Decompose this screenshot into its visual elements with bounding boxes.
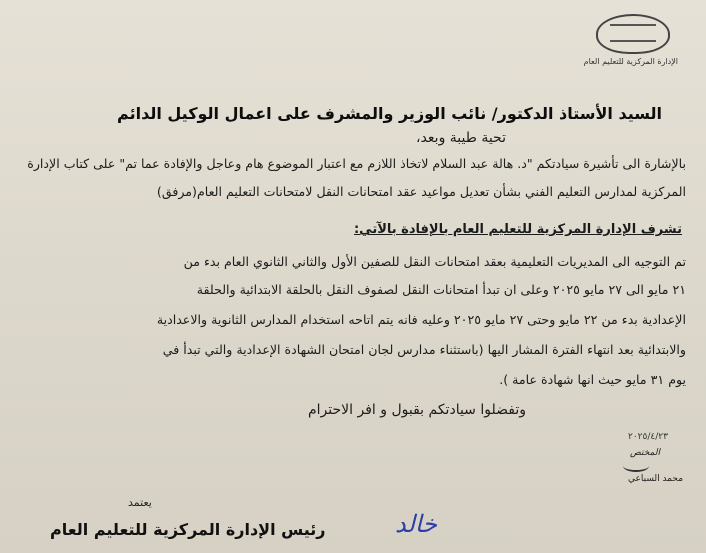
greeting: تحية طيبة وبعد، xyxy=(416,130,506,146)
logo-caption: الإدارة المركزية للتعليم العام xyxy=(583,57,678,66)
specialist-name: محمد السباعي xyxy=(628,474,684,484)
section-heading: تشرف الإدارة المركزية للتعليم العام بالإفادة بالآتي: xyxy=(353,222,682,237)
addressee-line: السيد الأستاذ الدكتور/ نائب الوزير والمشرف على اعمال الوكيل الدائم xyxy=(117,104,662,123)
ministry-seal-icon xyxy=(596,14,670,54)
letter-date: ٢٠٢٥/٤/٢٣ xyxy=(628,432,668,442)
intro-line: بالإشارة الى تأشيرة سيادتكم "د. هالة عبد السلام لاتخاذ اللازم مع اعتبار الموضوع هام وعاجل والإفادة عما تم" على كتاب الإدارة xyxy=(27,156,686,171)
body-line: يوم ٣١ مايو حيث انها شهادة عامة ). xyxy=(499,372,686,387)
body-line: الإعدادية بدء من ٢٢ مايو وحتى ٢٧ مايو ٢٠٢٥ وعليه فانه يتم اتاحه استخدام المدارس الثانوية والاعدادية xyxy=(156,312,686,327)
intro-line: المركزية لمدارس التعليم الفني بشأن تعديل مواعيد عقد امتحانات النقل لامتحانات التعليم العام(مرفق) xyxy=(156,184,686,199)
body-line: والابتدائية بعد انتهاء الفترة المشار اليها (باستثناء مدارس لجان امتحان الشهادة الإعدادية والتي تبدأ في xyxy=(162,342,686,357)
head-title: رئيس الإدارة المركزية للتعليم العام xyxy=(50,520,326,539)
body-line: تم التوجيه الى المديريات التعليمية بعقد امتحانات النقل للصفين الأول والثاني الثانوي العام بدء من xyxy=(183,254,686,269)
approved-label: يعتمد xyxy=(128,496,152,509)
handwritten-signature: خالد xyxy=(395,510,438,538)
ministry-logo xyxy=(583,14,678,74)
closing-line: وتفضلوا سيادتكم بقبول و افر الاحترام xyxy=(308,402,526,418)
specialist-signature-icon xyxy=(623,460,649,472)
body-line: ٢١ مايو الى ٢٧ مايو ٢٠٢٥ وعلى ان تبدأ امتحانات النقل لصفوف النقل بالحلقة الابتدائية والحلقة xyxy=(196,282,686,297)
specialist-label: المختص xyxy=(630,448,660,458)
